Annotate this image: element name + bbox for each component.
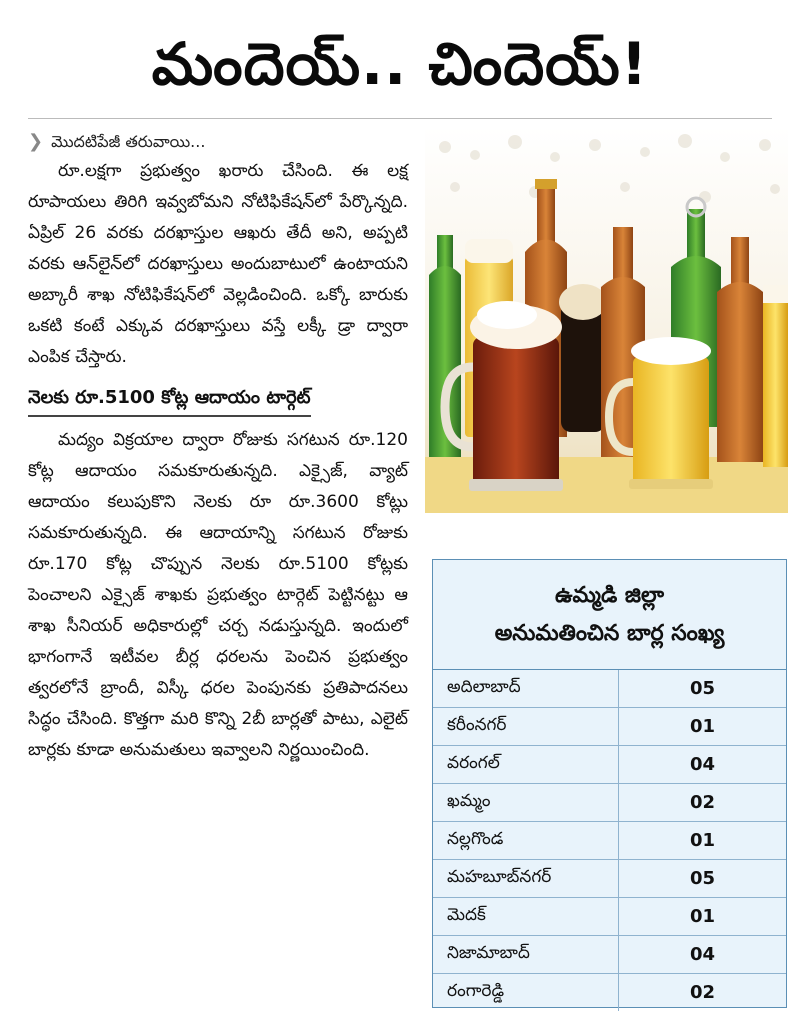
table-row bbox=[433, 746, 786, 784]
table-row bbox=[433, 860, 786, 898]
district-name: అదిలాబాద్‌ bbox=[433, 670, 619, 707]
table-row bbox=[433, 898, 786, 936]
district-name: నిజామాబాద్‌ bbox=[433, 936, 619, 973]
table-row bbox=[433, 822, 786, 860]
district-name: ఖమ్మం bbox=[433, 784, 619, 821]
district-name: రంగారెడ్డి bbox=[433, 974, 619, 1011]
bar-count: 01 bbox=[689, 716, 716, 737]
section-subheading: నెలకు రూ.5100 కోట్ల ఆదాయం టార్గెట్‌ bbox=[28, 383, 311, 417]
bar-count: 01 bbox=[689, 830, 716, 851]
bar-count: 05 bbox=[689, 868, 716, 889]
bar-count: 02 bbox=[689, 792, 716, 813]
bar-count: 04 bbox=[689, 754, 716, 775]
table-rows bbox=[433, 670, 786, 1011]
table-row bbox=[433, 974, 786, 1011]
continuation-kicker bbox=[28, 128, 408, 156]
district-name: నల్లగొండ bbox=[433, 822, 619, 859]
district-name: కరీంనగర్‌ bbox=[433, 708, 619, 745]
article-body bbox=[28, 128, 408, 766]
district-name: వరంగల్‌ bbox=[433, 746, 619, 783]
table-title-line-2: అనుమతించిన బార్ల సంఖ్య bbox=[494, 620, 725, 646]
bar-count: 02 bbox=[689, 982, 716, 1003]
article-paragraph-2: మద్యం విక్రయాల ద్వారా రోజుకు సగటున రూ.120 కోట్ల ఆదాయం సమకూరుతున్నది. ఎక్సైజ్‌, వ్యాట్‌ ఆదాయం కలుపుకొని నెలకు రూ రూ.3600 కోట్లు సమకూరుతున్నది. ఈ ఆదాయాన్ని సగటున రోజుకు రూ.170 కోట్ల చొప్పున నెలకు రూ.5100 కోట్లకు పెంచాలని ఎక్సైజ్‌ శాఖకు ప్రభుత్వం టార్గెట్‌ పెట్టినట్టు ఆ శాఖ సీనియర్‌ అధికారుల్లో చర్చ నడుస్తున్నది. ఇందులో భాగంగానే ఇటీవల బీర్ల ధరలను పెంచిన ప్రభుత్వం త్వరలోనే బ్రాందీ, విస్కీ ధరల పెంపునకు ప్రతిపాదనలు సిద్ధం చేసింది. కొత్తగా మరి కొన్ని 2బీ బార్లతో పాటు, ఎలైట్‌ బార్లకు కూడా అనుమతులు ఇవ్వాలని నిర్ణయించింది. bbox=[28, 430, 408, 760]
kicker-text: మొదటిపేజీ తరువాయి... bbox=[51, 132, 206, 151]
headline-divider bbox=[28, 118, 772, 119]
table-header bbox=[433, 560, 786, 670]
table-row bbox=[433, 670, 786, 708]
bar-count: 01 bbox=[689, 906, 716, 927]
beer-bottles-photo bbox=[425, 127, 788, 513]
table-row bbox=[433, 708, 786, 746]
bar-count: 04 bbox=[689, 944, 716, 965]
district-name: మెదక్‌ bbox=[433, 898, 619, 935]
district-name: మహబూబ్‌నగర్‌ bbox=[433, 860, 619, 897]
beer-bottles-illustration bbox=[425, 127, 788, 513]
table-row bbox=[433, 936, 786, 974]
chevron-right-icon: ❯ bbox=[28, 131, 44, 152]
article-paragraph-1: రూ.లక్షగా ప్రభుత్వం ఖరారు చేసింది. ఈ లక్ష రూపాయలు తిరిగి ఇవ్వబోమని నోటిఫికేషన్‌లో పేర్కొన్నది. ఏప్రిల్‌ 26 వరకు దరఖాస్తుల ఆఖరు తేదీ అని, అప్పటి వరకు ఆన్‌లైన్‌లో దరఖాస్తులు అందుబాటులో ఉంటాయని అబ్కారీ శాఖ నోటిఫికేషన్‌లో వెల్లడించింది. ఒక్కో బారుకు ఒకటి కంటే ఎక్కువ దరఖాస్తులు వస్తే లక్కీ డ్రా ద్వారా ఎంపిక చేస్తారు. bbox=[28, 161, 408, 367]
table-row bbox=[433, 784, 786, 822]
table-title-line-1: ఉమ్మడి జిల్లా bbox=[554, 582, 665, 608]
bar-count: 05 bbox=[689, 678, 716, 699]
bar-count-table bbox=[432, 559, 787, 1008]
headline: మందెయ్‌.. చిందెయ్‌! bbox=[151, 30, 649, 98]
